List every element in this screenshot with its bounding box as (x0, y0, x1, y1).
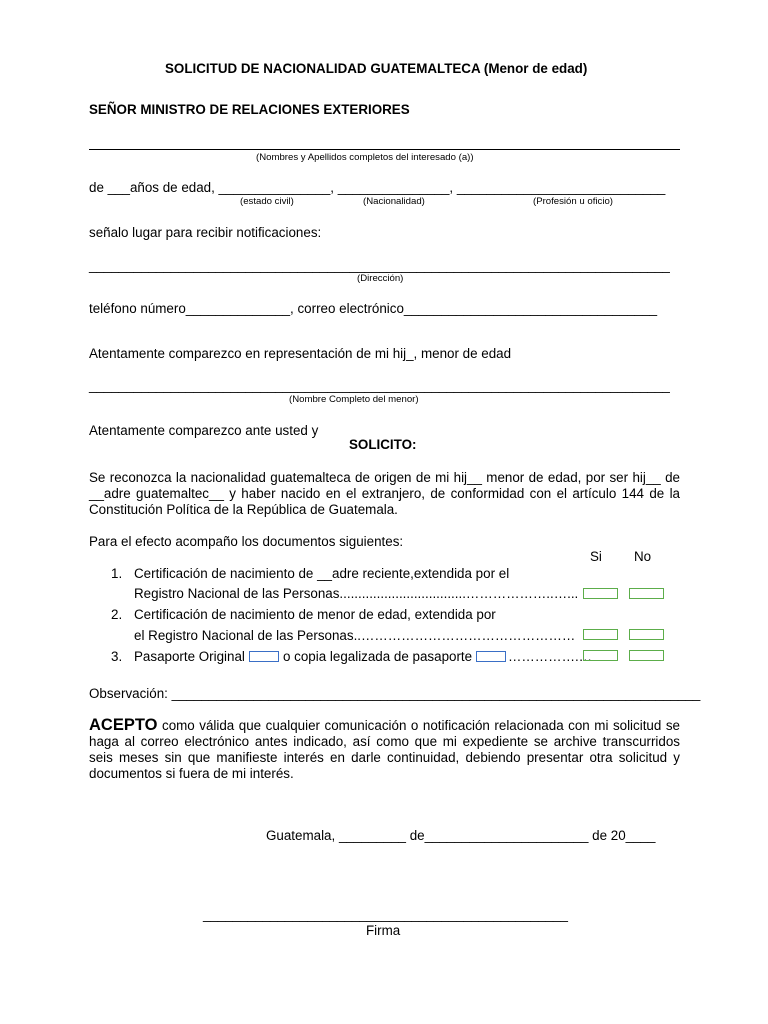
acceptance-text: como válida que cualquier comunicación o notificación relacionada con mi solicitud se haga al correo electrónico antes indicado, así como que mi expediente se archive transcurridos seis meses sin que manifieste interés en darle continuidad, debiendo presentar otra solicitud y documentos si fuera de mi interés. (89, 718, 680, 781)
documents-intro: Para el efecto acompaño los documentos siguientes: (89, 534, 404, 549)
passport-copy-checkbox[interactable] (476, 651, 506, 662)
appear-text: Atentamente comparezco ante usted y (89, 423, 319, 438)
column-yes-header: Si (590, 549, 602, 564)
item-2-yes-checkbox[interactable] (583, 629, 618, 640)
item-3-no-checkbox[interactable] (629, 650, 664, 661)
request-paragraph: Se reconozca la nacionalidad guatemalteca de origen de mi hij__ menor de edad, por ser hij__ de __adre guatemaltec__ y haber nacido en el extranjero, de conformidad con el artículo 144 de la Constitución Política de la República de Guatemala. (89, 470, 680, 517)
item-2-number: 2. (111, 607, 123, 622)
item-2-line2: el Registro Nacional de las Personas..………………………………………… (134, 628, 576, 643)
caption-profession: (Profesión u oficio) (533, 196, 613, 207)
caption-minor-name: (Nombre Completo del menor) (289, 394, 419, 405)
item-1-line2: Registro Nacional de las Personas..................................………………..…... (134, 586, 579, 601)
age-line: de ___años de edad, _______________, _______________, ____________________________ (89, 180, 666, 195)
caption-address: (Dirección) (357, 273, 404, 284)
address-line: ______________________________________________________________________________ (89, 258, 670, 273)
minor-name-line: ______________________________________________________________________________ (89, 378, 670, 393)
item-2-line1: Certificación de nacimiento de menor de edad, extendida por (134, 607, 496, 622)
addressee: SEÑOR MINISTRO DE RELACIONES EXTERIORES (89, 102, 410, 117)
item-3-yes-checkbox[interactable] (583, 650, 618, 661)
item-3-passport-original: Pasaporte Original (134, 649, 245, 664)
phone-email-line: teléfono número______________, correo electrónico__________________________________ (89, 301, 658, 316)
passport-original-checkbox[interactable] (249, 651, 279, 662)
solicito-heading: SOLICITO: (349, 437, 417, 452)
representation-text: Atentamente comparezco en representación de mi hij_, menor de edad (89, 346, 512, 361)
caption-names: (Nombres y Apellidos completos del interesado (a)) (256, 152, 474, 163)
item-3-dots: …………….… (508, 649, 593, 664)
notifications-label: señalo lugar para recibir notificaciones: (89, 225, 322, 240)
item-3-number: 3. (111, 649, 123, 664)
signature-label: Firma (366, 923, 401, 938)
column-no-header: No (634, 549, 652, 564)
date-line: Guatemala, _________ de______________________ de 20____ (266, 828, 656, 843)
caption-civil-status: (estado civil) (240, 196, 294, 207)
signature-line: _________________________________________________ (203, 907, 568, 922)
form-title: SOLICITUD DE NACIONALIDAD GUATEMALTECA (Menor de edad) (165, 61, 588, 76)
caption-nationality: (Nacionalidad) (363, 196, 425, 207)
observation-line: Observación: _______________________________________________________________________ (89, 686, 701, 701)
item-1-number: 1. (111, 566, 123, 581)
acepto-word: ACEPTO (89, 716, 158, 734)
name-line (89, 149, 680, 150)
item-1-line1: Certificación de nacimiento de __adre reciente,extendida por el (134, 566, 510, 581)
item-2-no-checkbox[interactable] (629, 629, 664, 640)
item-3-passport-copy: o copia legalizada de pasaporte (283, 649, 473, 664)
acceptance-paragraph (89, 717, 680, 782)
item-1-no-checkbox[interactable] (629, 588, 664, 599)
item-1-yes-checkbox[interactable] (583, 588, 618, 599)
